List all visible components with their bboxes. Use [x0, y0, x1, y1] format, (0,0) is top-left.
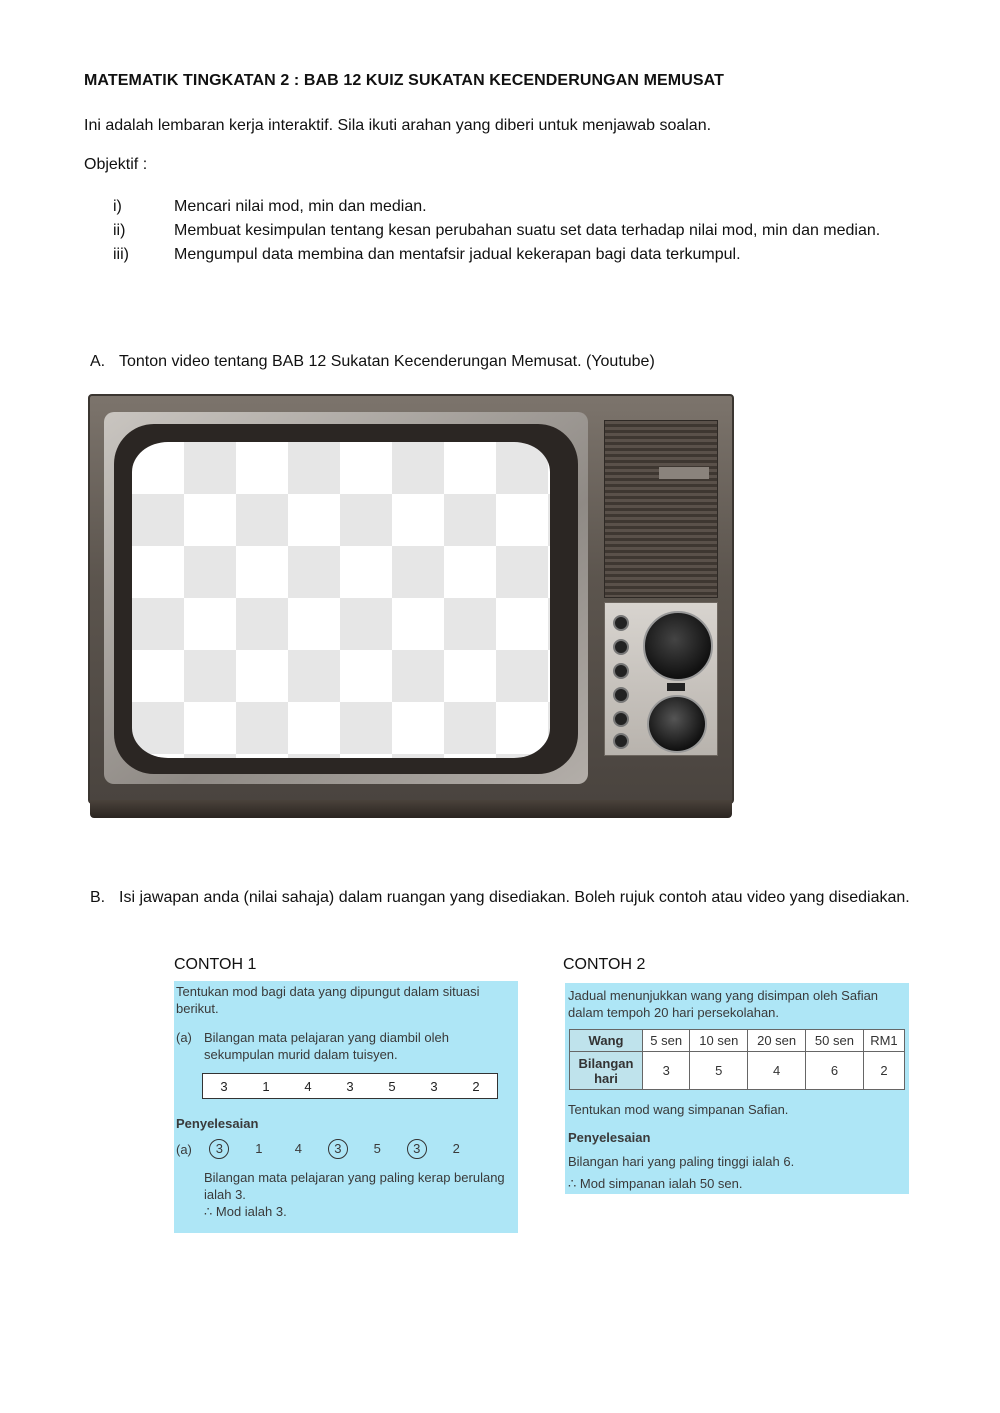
- table-cell: 2: [863, 1052, 904, 1090]
- solution-text: Bilangan mata pelajaran yang paling kerap berulang ialah 3.: [204, 1170, 505, 1202]
- contoh-1-example: [174, 981, 518, 1233]
- contoh-1-part: [176, 1029, 514, 1063]
- tv-button-icon: [613, 711, 629, 727]
- tv-button-icon: [613, 639, 629, 655]
- tv-button-icon: [613, 663, 629, 679]
- section-b-letter: B.: [90, 889, 106, 906]
- tv-control-panel: [604, 420, 716, 754]
- brand-plate: [659, 467, 709, 479]
- channel-knob-icon: [643, 611, 713, 681]
- solution-heading: Penyelesaian: [568, 1130, 651, 1145]
- contoh-2-task: Tentukan mod wang simpanan Safian.: [568, 1102, 789, 1117]
- table-header-row: [570, 1030, 905, 1052]
- solution-conclusion: ∴ Mod simpanan ialah 50 sen.: [568, 1176, 743, 1191]
- solution-value: 5: [373, 1141, 381, 1156]
- table-cell: 4: [748, 1052, 806, 1090]
- table-header-cell: 20 sen: [748, 1030, 806, 1052]
- tv-controls: [604, 602, 718, 756]
- knob-label-icon: [667, 683, 685, 691]
- circled-value: 3: [328, 1139, 348, 1159]
- tv-button-icon: [613, 615, 629, 631]
- tv-body: [88, 394, 734, 804]
- table-cell: 6: [806, 1052, 864, 1090]
- section-a: [90, 350, 655, 374]
- solution-label: (a): [176, 1141, 192, 1157]
- table-cell: 5: [690, 1052, 748, 1090]
- section-a-text: Tonton video tentang BAB 12 Sukatan Kecenderungan Memusat. (Youtube): [119, 353, 655, 370]
- solution-value-wrap: [200, 1139, 239, 1159]
- table-row-header: Bilangan hari: [570, 1052, 643, 1090]
- objective-item: [113, 243, 933, 267]
- part-text: Bilangan mata pelajaran yang diambil oleh sekumpulan murid dalam tuisyen.: [204, 1030, 449, 1062]
- section-b: [90, 886, 950, 910]
- solution-value: 1: [255, 1141, 263, 1156]
- video-screen[interactable]: [132, 442, 550, 758]
- data-value: 3: [430, 1078, 438, 1094]
- data-value: 2: [472, 1078, 480, 1094]
- solution-explanation: [204, 1169, 512, 1220]
- table-cell: 3: [643, 1052, 690, 1090]
- contoh-2-label: CONTOH 2: [563, 956, 646, 973]
- solution-value-wrap: [397, 1139, 436, 1159]
- contoh-1-label: CONTOH 1: [174, 956, 257, 973]
- tv-button-icon: [613, 687, 629, 703]
- objective-item: [113, 219, 933, 243]
- contoh-2-question: Jadual menunjukkan wang yang disimpan oleh Safian dalam tempoh 20 hari persekolahan.: [568, 988, 879, 1020]
- objectives-list: [113, 195, 933, 267]
- table-header-cell: 50 sen: [806, 1030, 864, 1052]
- objective-number: ii): [113, 222, 126, 239]
- data-strip: [202, 1073, 498, 1099]
- table-row: [570, 1052, 905, 1090]
- solution-text: Bilangan hari yang paling tinggi ialah 6.: [568, 1154, 795, 1169]
- objective-item: [113, 195, 933, 219]
- data-value: 3: [346, 1078, 354, 1094]
- intro-text: Ini adalah lembaran kerja interaktif. Sila ikuti arahan yang diberi untuk menjawab soalan.: [84, 117, 712, 134]
- objective-number: i): [113, 198, 122, 215]
- tv-base: [90, 800, 732, 818]
- objective-text: Mencari nilai mod, min dan median.: [174, 198, 427, 215]
- part-label: (a): [176, 1030, 192, 1045]
- data-value: 3: [220, 1078, 228, 1094]
- solution-heading: Penyelesaian: [176, 1116, 259, 1131]
- solution-conclusion: ∴ Mod ialah 3.: [204, 1204, 287, 1219]
- money-table: [569, 1029, 905, 1090]
- worksheet-title: MATEMATIK TINGKATAN 2 : BAB 12 KUIZ SUKATAN KECENDERUNGAN MEMUSAT: [84, 72, 724, 89]
- objective-text: Mengumpul data membina dan mentafsir jadual kekerapan bagi data terkumpul.: [174, 246, 741, 263]
- section-a-letter: A.: [90, 353, 106, 370]
- volume-knob-icon: [647, 695, 707, 753]
- circled-value: 3: [209, 1139, 229, 1159]
- objectives-label: Objektif :: [84, 156, 148, 173]
- contoh-2-example: [565, 983, 909, 1194]
- solution-values: [176, 1139, 476, 1159]
- solution-value-wrap: [318, 1139, 357, 1159]
- circled-value: 3: [407, 1139, 427, 1159]
- solution-value: 4: [294, 1141, 302, 1156]
- table-header-cell: RM1: [863, 1030, 904, 1052]
- solution-value: 2: [452, 1141, 460, 1156]
- data-value: 4: [304, 1078, 312, 1094]
- data-value: 1: [262, 1078, 270, 1094]
- contoh-1-question: Tentukan mod bagi data yang dipungut dalam situasi berikut.: [176, 984, 480, 1016]
- objective-text: Membuat kesimpulan tentang kesan perubahan suatu set data terhadap nilai mod, min dan median.: [174, 222, 881, 239]
- tv-button-icon: [613, 733, 629, 749]
- table-row-header: Wang: [570, 1030, 643, 1052]
- speaker-grille: [604, 420, 718, 598]
- objective-number: iii): [113, 246, 129, 263]
- section-b-text: Isi jawapan anda (nilai sahaja) dalam ruangan yang disediakan. Boleh rujuk contoh atau video yang disediakan.: [119, 889, 910, 906]
- data-value: 5: [388, 1078, 396, 1094]
- video-tv-player[interactable]: [88, 394, 732, 824]
- table-header-cell: 10 sen: [690, 1030, 748, 1052]
- table-header-cell: 5 sen: [643, 1030, 690, 1052]
